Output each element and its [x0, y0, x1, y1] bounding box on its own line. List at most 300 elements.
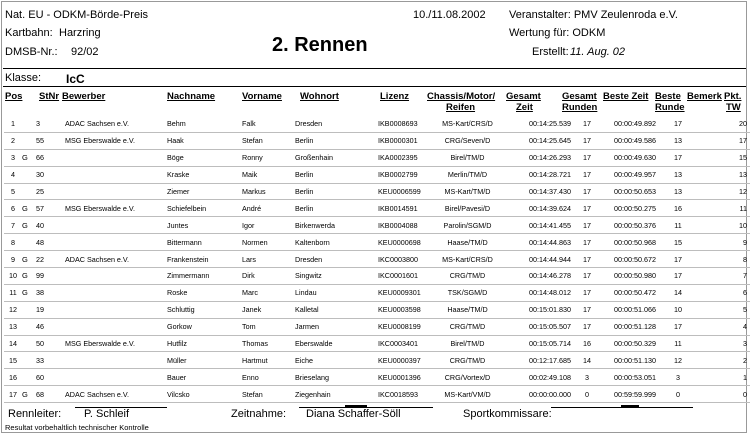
cell-lizenz: IKB0014591: [378, 203, 418, 213]
cell-nachname: Böge: [167, 153, 184, 163]
cell-bewerber: [65, 166, 167, 183]
table-row: [4, 183, 750, 200]
cell-beste-runde: 3: [676, 372, 680, 382]
cell-vorname: Enno: [242, 372, 259, 382]
cell-bemerk: [700, 234, 728, 251]
cell-pkt: 4: [743, 322, 747, 332]
cell-zeit: 00:14:37.430: [529, 187, 571, 196]
cell-runden: 17: [583, 322, 591, 332]
cell-chassis: MS-Kart/CRS/D: [442, 119, 493, 129]
cell-stnr: 68: [36, 389, 44, 399]
cell-wohnort: Lindau: [295, 288, 317, 298]
cell-beste-zeit: 00:00:51.066: [614, 305, 656, 315]
cell-pos: 15: [9, 355, 17, 365]
col-beste-zeit: Beste Zeit: [603, 91, 649, 102]
cell-pos: 4: [11, 170, 15, 180]
cell-beste-runde: 17: [674, 119, 682, 129]
cell-wohnort: Brieselang: [295, 372, 329, 382]
cell-bemerk: [700, 116, 728, 132]
cell-zeit: 00:14:46.278: [529, 271, 571, 281]
cell-beste-runde: 17: [674, 153, 682, 163]
cell-lizenz: IKB0000301: [378, 136, 418, 146]
cell-pos: 14: [9, 339, 17, 349]
cell-pos: 8: [11, 237, 15, 247]
cell-chassis: Haase/TM/D: [447, 305, 488, 315]
organizer: Veranstalter: PMV Zeulenroda e.V.: [509, 9, 678, 21]
cell-beste-runde: 17: [674, 322, 682, 332]
cell-zeit: 00:14:41.455: [529, 220, 571, 230]
table-row: [4, 149, 750, 166]
footer-note: Resultat vorbehaltlich technischer Kontrolle: [5, 423, 149, 432]
cell-vorname: Normen: [242, 237, 268, 247]
cell-stnr: 38: [36, 288, 44, 298]
cell-chassis: MS-Kart/VM/D: [444, 389, 491, 399]
cell-nachname: Hutfilz: [167, 339, 187, 349]
table-row: [4, 116, 750, 132]
col-wohnort: Wohnort: [300, 91, 339, 102]
event-date: 10./11.08.2002: [413, 9, 486, 21]
cell-vorname: André: [242, 203, 262, 213]
cell-pos: 7: [11, 220, 15, 230]
cell-runden: 17: [583, 119, 591, 129]
cell-bewerber: [65, 217, 167, 234]
cell-beste-zeit: 00:00:50.329: [614, 339, 656, 349]
cell-beste-runde: 16: [674, 203, 682, 213]
cell-vorname: Dirk: [242, 271, 255, 281]
cell-g: [22, 369, 35, 386]
cell-g: [22, 166, 35, 183]
cell-beste-runde: 15: [674, 237, 682, 247]
event-name: Nat. EU - ODKM-Börde-Preis: [5, 9, 149, 21]
cell-vorname: Lars: [242, 254, 256, 264]
cell-pkt: 13: [739, 170, 747, 180]
cell-g: G: [22, 271, 28, 281]
table-row: [4, 217, 750, 234]
cell-stnr: 30: [36, 170, 44, 180]
class-label: Klasse:: [5, 72, 42, 84]
cell-g: [22, 183, 35, 200]
col-nachname: Nachname: [167, 91, 216, 102]
cell-lizenz: IKB0008693: [378, 119, 418, 129]
col-chassis-line1: Chassis/Motor/: [427, 91, 496, 102]
cell-runden: 17: [583, 203, 591, 213]
col-beste-runde-line1: Beste: [655, 91, 681, 102]
col-chassis: [427, 91, 495, 113]
cell-pkt: 1: [743, 372, 747, 382]
cell-bewerber: [65, 301, 167, 318]
cell-zeit: 00:12:17.685: [529, 355, 571, 365]
cell-pos: 3: [11, 153, 15, 163]
cell-vorname: Ronny: [242, 153, 263, 163]
cell-bemerk: [700, 352, 728, 369]
cell-pkt: 9: [743, 237, 747, 247]
rennleiter-label: Rennleiter:: [8, 408, 62, 420]
cell-beste-zeit: 00:00:49.892: [614, 119, 656, 129]
cell-stnr: 46: [36, 322, 44, 332]
cell-bemerk: [700, 386, 728, 403]
cell-zeit: 00:02:49.108: [529, 372, 571, 382]
cell-beste-zeit: 00:00:50.275: [614, 203, 656, 213]
cell-bewerber: ADAC Sachsen e.V.: [65, 254, 130, 264]
cell-bemerk: [700, 369, 728, 386]
cell-g: [22, 318, 35, 335]
cell-bewerber: [65, 284, 167, 301]
cell-g: G: [22, 254, 28, 264]
class-divider: [3, 86, 746, 87]
zeitnahme-value: Diana Schaffer-Söll: [306, 408, 401, 420]
zeitnahme-signature-mark: [345, 405, 367, 407]
cell-beste-runde: 13: [674, 187, 682, 196]
cell-pkt: 15: [739, 153, 747, 163]
cell-zeit: 00:00:00.000: [529, 389, 571, 399]
cell-beste-zeit: 00:00:49.630: [614, 153, 656, 163]
cell-runden: 17: [583, 305, 591, 315]
cell-nachname: Juntes: [167, 220, 189, 230]
col-zeit-line2: Zeit: [516, 102, 533, 113]
cell-beste-zeit: 00:00:49.957: [614, 170, 656, 180]
dmsb-value: 92/02: [71, 46, 99, 58]
cell-bemerk: [700, 251, 728, 268]
cell-g: [22, 352, 35, 369]
sportkommissare-signature-line: [551, 407, 693, 408]
cell-runden: 3: [585, 372, 589, 382]
cell-zeit: 00:14:25.539: [529, 119, 571, 129]
cell-beste-zeit: 00:00:53.051: [614, 372, 656, 382]
cell-wohnort: Eberswalde: [295, 339, 333, 349]
cell-stnr: 48: [36, 237, 44, 247]
cell-chassis: CRG/TM/D: [449, 271, 486, 281]
cell-lizenz: KEU0001396: [378, 372, 421, 382]
col-runden-line1: Gesamt: [562, 91, 597, 102]
col-chassis-line2: Reifen: [446, 102, 476, 113]
cell-runden: 17: [583, 136, 591, 146]
cell-beste-runde: 14: [674, 288, 682, 298]
cell-runden: 14: [583, 355, 591, 365]
cell-nachname: Frankenstein: [167, 254, 209, 264]
cell-vorname: Stefan: [242, 389, 263, 399]
cell-runden: 17: [583, 271, 591, 281]
track-label: Kartbahn:: [5, 27, 53, 39]
cell-pos: 11: [9, 288, 17, 298]
cell-wohnort: Eiche: [295, 355, 313, 365]
col-beste-runde-line2: Runde: [655, 102, 685, 113]
cell-runden: 17: [583, 220, 591, 230]
cell-beste-runde: 17: [674, 271, 682, 281]
cell-wohnort: Berlin: [295, 136, 314, 146]
cell-lizenz: KEU0000397: [378, 355, 421, 365]
cell-vorname: Marc: [242, 288, 258, 298]
cell-chassis: Birel/TM/D: [450, 153, 485, 163]
col-zeit-line1: Gesamt: [506, 91, 541, 102]
cell-pkt: 10: [739, 220, 747, 230]
cell-bemerk: [700, 183, 728, 200]
header-divider: [3, 68, 746, 69]
cell-runden: 17: [583, 170, 591, 180]
cell-bewerber: [65, 352, 167, 369]
cell-lizenz: IKC0003800: [378, 254, 418, 264]
cell-vorname: Thomas: [242, 339, 268, 349]
cell-wohnort: Singwitz: [295, 271, 322, 281]
cell-bemerk: [700, 268, 728, 285]
cell-beste-zeit: 00:00:51.130: [614, 355, 656, 365]
cell-zeit: 00:14:44.863: [529, 237, 571, 247]
col-runden: [562, 91, 597, 113]
cell-nachname: Vilcsko: [167, 389, 190, 399]
cell-pos: 5: [11, 187, 15, 196]
cell-pkt: 2: [743, 355, 747, 365]
table-row: [4, 301, 750, 318]
cell-nachname: Kraske: [167, 170, 190, 180]
cell-zeit: 00:15:05.714: [529, 339, 571, 349]
cell-wohnort: Großenhain: [295, 153, 333, 163]
cell-g: G: [22, 153, 28, 163]
created-date: 11. Aug. 02: [570, 46, 626, 58]
cell-g: G: [22, 203, 28, 213]
cell-wohnort: Birkenwerda: [295, 220, 335, 230]
col-beste-runde: [655, 91, 685, 113]
cell-lizenz: KEU0006599: [378, 187, 421, 196]
cell-pos: 12: [9, 305, 17, 315]
cell-bewerber: [65, 369, 167, 386]
page-title: 2. Rennen: [272, 34, 368, 56]
cell-wohnort: Dresden: [295, 254, 323, 264]
cell-beste-zeit: 00:00:50.672: [614, 254, 656, 264]
cell-wohnort: Berlin: [295, 170, 314, 180]
cell-chassis: TSK/SGM/D: [447, 288, 488, 298]
cell-runden: 17: [583, 153, 591, 163]
cell-bemerk: [700, 166, 728, 183]
cell-bewerber: MSG Eberswalde e.V.: [65, 339, 136, 349]
cell-vorname: Maik: [242, 170, 258, 180]
cell-stnr: 3: [36, 119, 40, 129]
table-row: [4, 369, 750, 386]
cell-stnr: 25: [36, 187, 44, 196]
col-zeit: [506, 91, 541, 113]
cell-nachname: Müller: [167, 355, 187, 365]
cell-bewerber: MSG Eberswalde e.V.: [65, 136, 136, 146]
cell-zeit: 00:15:01.830: [529, 305, 571, 315]
cell-g: G: [22, 288, 28, 298]
cell-zeit: 00:14:28.721: [529, 170, 571, 180]
cell-stnr: 60: [36, 372, 44, 382]
cell-bemerk: [700, 335, 728, 352]
cell-pkt: 20: [739, 119, 747, 129]
cell-g: G: [22, 389, 28, 399]
cell-stnr: 33: [36, 355, 44, 365]
cell-stnr: 99: [36, 271, 44, 281]
cell-beste-zeit: 00:00:50.653: [614, 187, 656, 196]
cell-zeit: 00:14:44.944: [529, 254, 571, 264]
cell-nachname: Bittermann: [167, 237, 202, 247]
sportkommissare-signature-mark: [621, 405, 639, 407]
cell-chassis: Haase/TM/D: [447, 237, 488, 247]
cell-beste-runde: 12: [674, 355, 682, 365]
cell-chassis: CRG/TM/D: [449, 322, 486, 332]
cell-lizenz: KEU0003598: [378, 305, 421, 315]
cell-beste-zeit: 00:00:50.968: [614, 237, 656, 247]
cell-nachname: Behm: [167, 119, 186, 129]
cell-beste-zeit: 00:00:50.472: [614, 288, 656, 298]
rating: Wertung für: ODKM: [509, 27, 606, 39]
table-row: [4, 132, 750, 149]
col-pkt-line1: Pkt.: [724, 91, 742, 102]
cell-runden: 17: [583, 254, 591, 264]
cell-lizenz: IKB0002799: [378, 170, 418, 180]
cell-pos: 13: [9, 322, 17, 332]
cell-pkt: 7: [743, 271, 747, 281]
cell-bemerk: [700, 200, 728, 217]
cell-nachname: Ziemer: [167, 187, 190, 196]
cell-vorname: Janek: [242, 305, 262, 315]
cell-nachname: Zimmermann: [167, 271, 210, 281]
created-label: Erstellt:: [532, 46, 569, 58]
track-value: Harzring: [59, 27, 101, 39]
cell-bemerk: [700, 301, 728, 318]
sportkommissare-label: Sportkommissare:: [463, 408, 552, 420]
cell-lizenz: IKC0018593: [378, 389, 418, 399]
col-stnr: StNr: [39, 91, 60, 102]
cell-bewerber: [65, 234, 167, 251]
table-row: [4, 268, 750, 285]
cell-chassis: Parolin/SGM/D: [443, 220, 492, 230]
cell-beste-runde: 17: [674, 254, 682, 264]
cell-runden: 16: [583, 339, 591, 349]
cell-zeit: 00:14:25.645: [529, 136, 571, 146]
cell-vorname: Tom: [242, 322, 256, 332]
cell-stnr: 40: [36, 220, 44, 230]
cell-nachname: Roske: [167, 288, 188, 298]
cell-beste-runde: 11: [674, 220, 682, 230]
zeitnahme-signature-line: [299, 407, 433, 408]
cell-vorname: Stefan: [242, 136, 263, 146]
cell-vorname: Hartmut: [242, 355, 268, 365]
cell-pos: 1: [11, 119, 15, 129]
cell-wohnort: Dresden: [295, 119, 323, 129]
cell-runden: 17: [583, 288, 591, 298]
dmsb-label: DMSB-Nr.:: [5, 46, 58, 58]
cell-zeit: 00:15:05.507: [529, 322, 571, 332]
cell-g: [22, 234, 35, 251]
cell-vorname: Markus: [242, 187, 266, 196]
cell-vorname: Igor: [242, 220, 255, 230]
cell-nachname: Schiefelbein: [167, 203, 207, 213]
cell-bemerk: [700, 132, 728, 149]
cell-lizenz: KEU0000698: [378, 237, 421, 247]
cell-stnr: 22: [36, 254, 44, 264]
cell-g: [22, 301, 35, 318]
cell-pos: 9: [11, 254, 15, 264]
cell-chassis: CRG/TM/D: [449, 355, 486, 365]
cell-runden: 17: [583, 187, 591, 196]
cell-stnr: 50: [36, 339, 44, 349]
col-bemerk: Bemerk: [687, 91, 722, 102]
cell-nachname: Bauer: [167, 372, 187, 382]
cell-lizenz: IKC0001601: [378, 271, 418, 281]
cell-runden: 0: [585, 389, 589, 399]
cell-pkt: 6: [743, 288, 747, 298]
cell-beste-runde: 10: [674, 305, 682, 315]
class-value: IcC: [66, 72, 85, 86]
cell-zeit: 00:14:48.012: [529, 288, 571, 298]
cell-stnr: 66: [36, 153, 44, 163]
cell-pos: 2: [11, 136, 15, 146]
cell-beste-zeit: 00:00:49.586: [614, 136, 656, 146]
table-row: [4, 335, 750, 352]
col-pos: Pos: [5, 91, 23, 102]
cell-beste-zeit: 00:59:59.999: [614, 389, 656, 399]
cell-stnr: 57: [36, 203, 44, 213]
cell-bewerber: ADAC Sachsen e.V.: [65, 119, 130, 129]
cell-wohnort: Berlin: [295, 203, 314, 213]
cell-pkt: 3: [743, 339, 747, 349]
results-table: [4, 116, 750, 403]
cell-wohnort: Kaltenborn: [295, 237, 330, 247]
rennleiter-signature-line: [75, 407, 167, 408]
col-bewerber: Bewerber: [62, 91, 106, 102]
cell-pkt: 0: [743, 389, 747, 399]
cell-pos: 10: [9, 271, 17, 281]
table-row: [4, 284, 750, 301]
cell-zeit: 00:14:26.293: [529, 153, 571, 163]
col-runden-line2: Runden: [562, 102, 598, 113]
cell-lizenz: KEU0009301: [378, 288, 421, 298]
cell-pos: 16: [9, 372, 17, 382]
cell-pkt: 5: [743, 305, 747, 315]
cell-beste-zeit: 00:00:50.376: [614, 220, 656, 230]
table-row: [4, 200, 750, 217]
cell-bewerber: [65, 149, 167, 166]
cell-bemerk: [700, 149, 728, 166]
cell-bemerk: [700, 217, 728, 234]
cell-nachname: Schluttig: [167, 305, 195, 315]
cell-lizenz: IKB0004088: [378, 220, 418, 230]
cell-bemerk: [700, 284, 728, 301]
cell-g: [22, 132, 35, 149]
cell-runden: 17: [583, 237, 591, 247]
rennleiter-value: P. Schleif: [84, 408, 130, 420]
table-row: [4, 318, 750, 335]
cell-bemerk: [700, 318, 728, 335]
cell-lizenz: IKA0002395: [378, 153, 418, 163]
cell-beste-runde: 11: [674, 339, 682, 349]
cell-lizenz: KEU0008199: [378, 322, 421, 332]
cell-chassis: CRG/Seven/D: [444, 136, 491, 146]
col-pkt-line2: TW: [726, 102, 741, 113]
cell-bewerber: [65, 318, 167, 335]
cell-pkt: 8: [743, 254, 747, 264]
cell-pos: 6: [11, 203, 15, 213]
cell-bewerber: ADAC Sachsen e.V.: [65, 389, 130, 399]
table-row: [4, 234, 750, 251]
cell-g: [22, 335, 35, 352]
cell-chassis: CRG/Vortex/D: [444, 372, 491, 382]
cell-chassis: Birel/TM/D: [450, 339, 485, 349]
cell-wohnort: Ziegenhain: [295, 389, 331, 399]
cell-pos: 17: [9, 389, 17, 399]
zeitnahme-label: Zeitnahme:: [231, 408, 287, 420]
cell-chassis: MS-Kart/TM/D: [444, 187, 491, 196]
col-pkt: [724, 91, 741, 113]
cell-beste-runde: 13: [674, 170, 682, 180]
cell-pkt: 12: [739, 187, 747, 196]
table-row: [4, 352, 750, 369]
table-row: [4, 166, 750, 183]
cell-pkt: 17: [739, 136, 747, 146]
cell-zeit: 00:14:39.624: [529, 203, 571, 213]
cell-wohnort: Kalletal: [295, 305, 319, 315]
cell-g: G: [22, 220, 28, 230]
cell-pkt: 11: [739, 203, 747, 213]
